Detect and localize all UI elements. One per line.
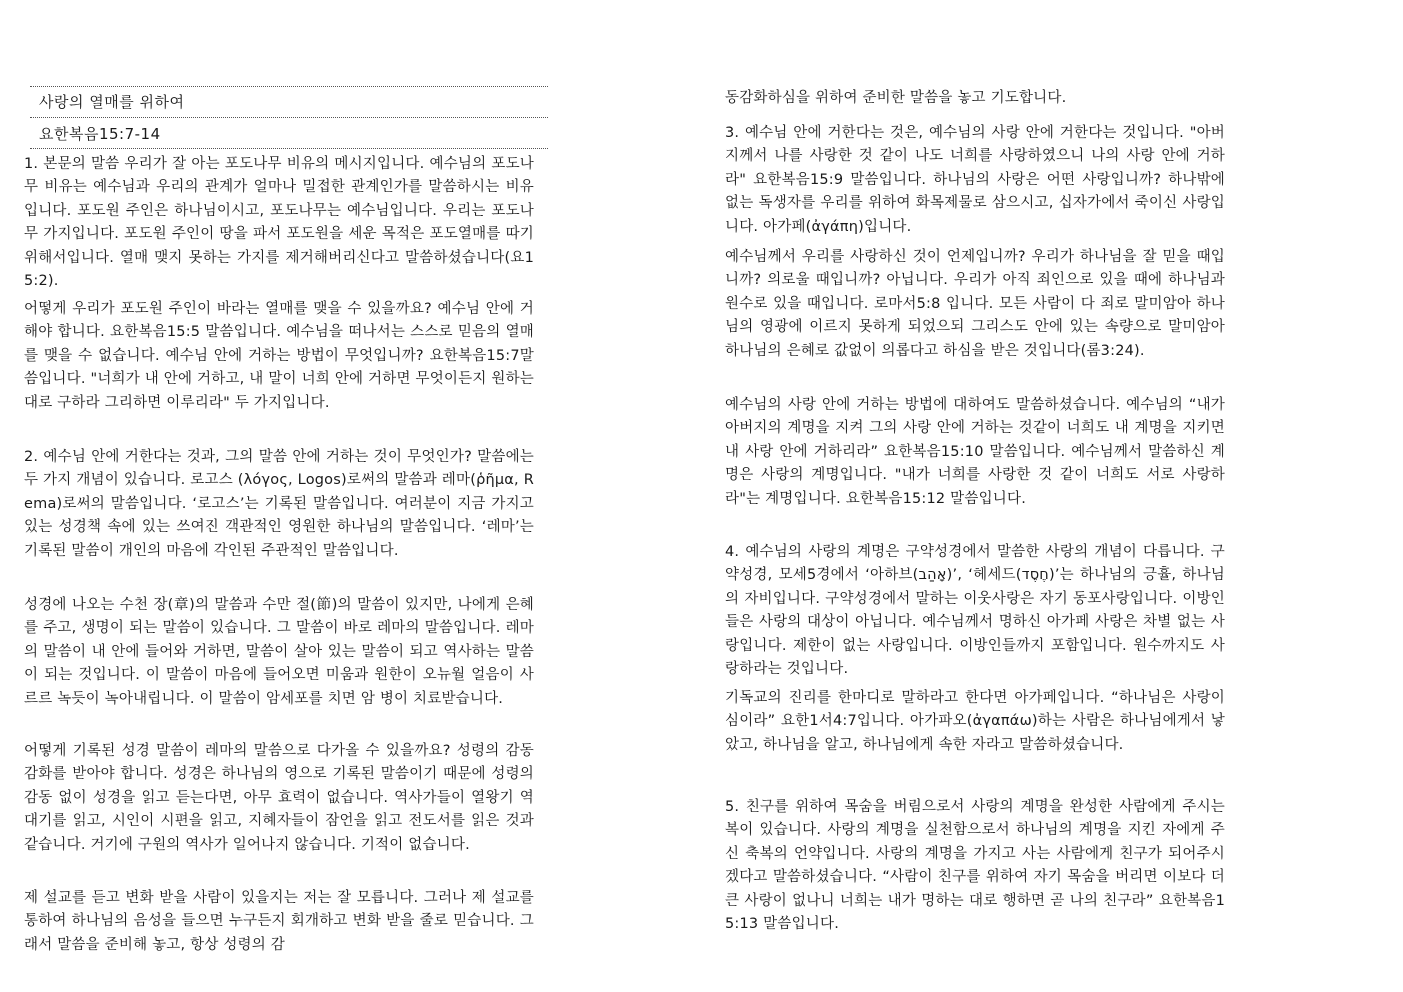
paragraph: 3. 예수님 안에 거한다는 것은, 예수님의 사랑 안에 거한다는 것입니다. "아버지께서 나를 사랑한 것 같이 나도 너희를 사랑하였으니 나의 사랑 안에 거하라" 요한복음15:9 말씀입니다. 하나님의 사랑은 어떤 사랑입니까? 하나밖에 없는 독생자를 우리를 위하여 화목제물로 삼으시고, 십자가에서 죽이신 사랑입니다. 아가페(ἀγάπη)입니다. — [725, 125, 1225, 235]
paragraph: 4. 예수님의 사랑의 계명은 구약성경에서 말씀한 사랑의 개념이 다릅니다. 구약성경, 모세5경에서 ‘아하브(אָהַב)’, ‘헤세드(חֶסֶד)’는 하나님의 긍휼, 하나님의 자비입니다. 구약성경에서 말하는 이웃사랑은 자기 동포사랑입니다. 이방인들은 사랑의 대상이 아닙니다. 예수님께서 명하신 아가페 사랑은 차별 없는 사랑입니다. 제한이 없는 사랑입니다. 이방인들까지 포함입니다. 원수까지도 사랑하라는 것입니다. — [725, 544, 1225, 678]
paragraph: 어떻게 기록된 성경 말씀이 레마의 말씀으로 다가올 수 있을까요? 성령의 감동감화를 받아야 합니다. 성경은 하나님의 영으로 기록된 말씀이기 때문에 성령의 감동 없이 성경을 읽고 듣는다면, 아무 효력이 없습니다. 역사가들이 열왕기 역대기를 읽고, 시인이 시편을 읽고, 지혜자들이 잠언을 읽고 전도서를 읽은 것과 같습니다. 거기에 구원의 역사가 일어나지 않습니다. 기적이 없습니다. — [24, 743, 534, 853]
paragraph: 동감화하심을 위하여 준비한 말씀을 놓고 기도합니다. — [725, 90, 1067, 106]
paragraph: 2. 예수님 안에 거한다는 것과, 그의 말씀 안에 거하는 것이 무엇인가? 말씀에는 두 가지 개념이 있습니다. 로고스 (λόγος, Logos)로써의 말씀과 레마(ῥῆμα, Rema)로써의 말씀입니다. ‘로고스’는 기록된 말씀입니다. 여러분이 지금 가지고 있는 성경책 속에 있는 쓰여진 객관적인 영원한 하나님의 말씀입니다. ‘레마’는 기록된 말씀이 개인의 마음에 각인된 주관적인 말씀입니다. — [24, 449, 534, 559]
header-rule-bottom — [30, 148, 548, 149]
paragraph: 기독교의 진리를 한마디로 말하라고 한다면 아가페입니다. “하나님은 사랑이심이라” 요한1서4:7입니다. 아가파오(ἀγαπάω)하는 사람은 하나님에게서 낳았고, 하나님을 알고, 하나님에게 속한 자라고 말씀하셨습니다. — [725, 690, 1225, 753]
paragraph: 제 설교를 듣고 변화 받을 사람이 있을지는 저는 잘 모릅니다. 그러나 제 설교를 통하여 하나님의 음성을 들으면 누구든지 회개하고 변화 받을 줄로 믿습니다. 그래서 말씀을 준비해 놓고, 항상 성령의 감 — [24, 890, 534, 953]
sermon-title: 사랑의 열매를 위하여 — [39, 93, 185, 111]
paragraph: 5. 친구를 위하여 목숨을 버림으로서 사랑의 계명을 완성한 사람에게 주시는 복이 있습니다. 사랑의 계명을 실천함으로서 하나님의 계명을 지킨 자에게 주신 축복의 언약입니다. 사랑의 계명을 가지고 사는 사람에게 친구가 되어주시겠다고 말씀하셨습니다. “사람이 친구를 위하여 자기 목숨을 버리면 이보다 더 큰 사랑이 없나니 너희는 내가 명하는 대로 행하면 곧 나의 친구라” 요한복음15:13 말씀입니다. — [725, 799, 1225, 933]
paragraph: 성경에 나오는 수천 장(章)의 말씀과 수만 절(節)의 말씀이 있지만, 나에게 은혜를 주고, 생명이 되는 말씀이 있습니다. 그 말씀이 바로 레마의 말씀입니다. 레마의 말씀이 내 안에 들어와 거하면, 말씀이 살아 있는 말씀이 되고 역사하는 말씀이 되는 것입니다. 이 말씀이 마음에 들어오면 미움과 원한이 오뉴월 얼음이 사르르 녹듯이 녹아내립니다. 이 말씀이 암세포를 치면 암 병이 치료받습니다. — [24, 597, 534, 707]
paragraph: 예수님께서 우리를 사랑하신 것이 언제입니까? 우리가 하나님을 잘 믿을 때입니까? 의로울 때입니까? 아닙니다. 우리가 아직 죄인으로 있을 때에 하나님과 원수로 있을 때입니다. 로마서5:8 입니다. 모든 사람이 다 죄로 말미암아 하나님의 영광에 이르지 못하게 되었으되 그리스도 안에 있는 속량으로 말미암아 하나님의 은혜로 값없이 의롭다고 하심을 받은 것입니다(롬3:24). — [725, 249, 1225, 359]
paragraph: 1. 본문의 말씀 우리가 잘 아는 포도나무 비유의 메시지입니다. 예수님의 포도나무 비유는 예수님과 우리의 관계가 얼마나 밀접한 관계인가를 말씀하시는 비유입니다. 포도원 주인은 하나님이시고, 포도나무는 예수님입니다. 우리는 포도나무 가지입니다. 포도원 주인이 땅을 파서 포도원을 세운 목적은 포도열매를 따기 위해서입니다. 열매 맺지 못하는 가지를 제거해버리신다고 말씀하셨습니다(요15:2). — [24, 156, 534, 290]
scripture-reference: 요한복음15:7-14 — [39, 125, 161, 143]
header-rule-middle — [30, 117, 548, 118]
paragraph: 예수님의 사랑 안에 거하는 방법에 대하여도 말씀하셨습니다. 예수님의 “내가 아버지의 계명을 지켜 그의 사랑 안에 거하는 것같이 너희도 내 계명을 지키면 내 사랑 안에 거하리라” 요한복음15:10 말씀입니다. 예수님께서 말씀하신 계명은 사랑의 계명입니다. "내가 너희를 사랑한 것 같이 너희도 서로 사랑하라"는 계명입니다. 요한복음15:12 말씀입니다. — [725, 397, 1225, 507]
header-rule-top — [30, 86, 548, 87]
paragraph: 어떻게 우리가 포도원 주인이 바라는 열매를 맺을 수 있을까요? 예수님 안에 거해야 합니다. 요한복음15:5 말씀입니다. 예수님을 떠나서는 스스로 믿음의 열매를 맺을 수 없습니다. 예수님 안에 거하는 방법이 무엇입니까? 요한복음15:7말씀입니다. "너희가 내 안에 거하고, 내 말이 너희 안에 거하면 무엇이든지 원하는 대로 구하라 그리하면 이루리라" 두 가지입니다. — [24, 301, 534, 411]
